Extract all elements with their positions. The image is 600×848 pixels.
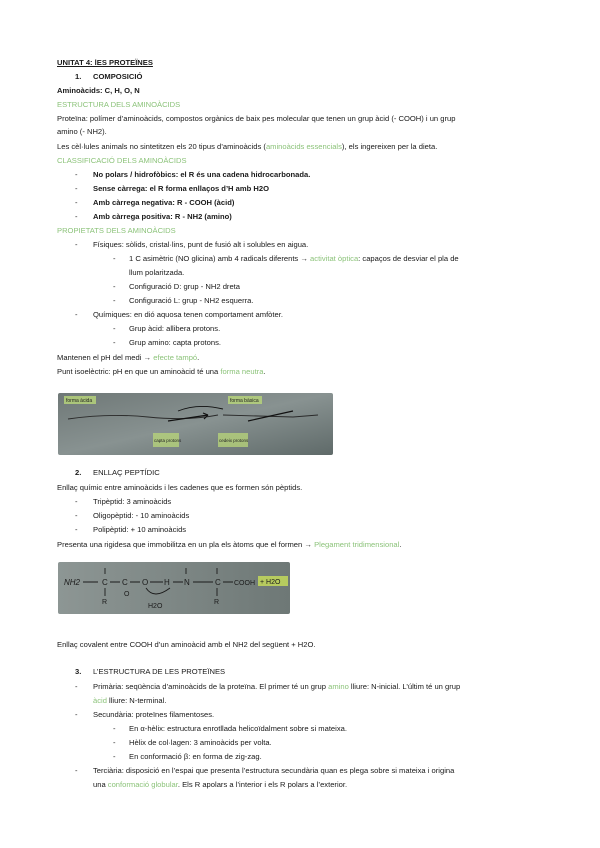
bullet: - [113,752,116,761]
fisiques-sub2: Configuració D: grup - NH2 dreta [129,282,241,291]
photo2-nh2: NH2 [64,578,81,587]
secundaria-line: Secundària: proteïnes filamentoses. [93,710,215,719]
quimiques-sub1: Grup àcid: allibera protons. [129,324,221,333]
bullet: - [75,212,78,221]
svg-text:O: O [124,591,130,598]
bullet: - [75,170,78,179]
svg-text:N: N [184,578,190,587]
fisiques-sub3: Configuració L: grup - NH2 esquerra. [129,296,254,305]
activitat-optica-highlight: activitat òptica [310,254,359,263]
globular-highlight: conformació globular [107,780,178,789]
amino-highlight: amino [328,682,349,691]
bullet: - [75,497,78,506]
bullet: - [113,296,116,305]
cellules-line [57,142,437,152]
section1-heading: COMPOSICIÓ [93,72,143,81]
section3-heading: L’ESTRUCTURA DE LES PROTEÏNES [93,667,226,676]
terciaria-b: una [93,780,108,789]
bullet: - [75,710,78,719]
propietats-subheading: PROPIETATS DELS AMINOÀCIDS [57,226,176,235]
proteina-definition-line1: Proteïna: polímer d’aminoàcids, compostos orgànics de baix pes molecular que tenen un grup àcid (- COOH) i un grup [57,114,456,123]
punt-a: Punt isoelèctric: pH en que un aminoàcid té una [57,367,221,376]
section2-heading: ENLLAÇ PEPTÍDIC [93,468,160,477]
primaria-line1 [93,682,460,692]
bullet: - [113,254,116,263]
peptide-diagram-svg [58,562,290,614]
rigidesa-a: Presenta una rigidesa que immobilitza en un pla els àtoms que el formen → [57,540,315,549]
photo1-label1: forma àcida [66,398,93,404]
peptid-item-2: Oligopèptid: - 10 aminoàcids [93,511,190,520]
rigidesa-line [57,540,401,550]
bullet: - [75,198,78,207]
photo2-h2o-right: + H2O [260,579,281,586]
photo1-label2: forma bàsica [230,398,259,404]
section3-number: 3. [75,667,82,676]
bullet: - [75,766,78,775]
svg-text:C: C [122,578,128,587]
terciaria-line1: Terciària: disposició en l’espai que presenta l’estructura secundària quan es plega sobre si mateixa i origina [93,766,455,775]
bullet: - [75,240,78,249]
primaria-b: lliure: N-inicial. L’últim té un grup [348,682,461,691]
rigidesa-b: . [399,540,402,549]
quimiques-line: Químiques: en dió aquosa tenen comportament amfòter. [93,310,283,319]
fisiques-sub1-b: : capaços de desviar el pla de [358,254,459,263]
section1-number: 1. [75,72,82,81]
efecte-tampo-highlight: efecte tampó [153,353,198,362]
estructura-subheading: ESTRUCTURA DELS AMINOÀCIDS [57,100,181,109]
aminoacids-composition: Aminoàcids: C, H, O, N [57,86,140,95]
photo2-cooh: COOH [234,580,255,587]
handwritten-peptide-bond-diagram [58,562,290,614]
plegament-highlight: Plegament tridimensional [314,540,400,549]
forma-neutra-highlight: forma neutra [220,367,264,376]
bullet: - [75,310,78,319]
terciaria-line2 [93,780,347,790]
svg-text:O: O [142,578,149,587]
sec-item-3: En conformació β: en forma de zig-zag. [129,752,262,761]
svg-text:C: C [102,578,108,587]
punt-b: . [263,367,266,376]
mantenen-line [57,353,199,363]
unit-title: UNITAT 4: lES PROTEÏNES [57,58,153,67]
photo1-label3: capta protons [154,438,182,443]
svg-text:R: R [214,599,220,606]
cellules-text-b: ), els ingereixen per la dieta. [341,142,438,151]
essencials-highlight: aminoàcids essencials [265,142,342,151]
bullet: - [113,724,116,733]
cellules-text-a: Les cèl·lules animals no sintetitzen els 20 tipus d’aminoàcids ( [57,142,266,151]
enllac-intro: Enllaç químic entre aminoàcids i les cadenes que es formen són pèptids. [57,483,303,492]
sec-item-1: En α-hèlix: estructura enrotllada helicoïdalment sobre si mateixa. [129,724,347,733]
fisiques-sub1-a: 1 C asimètric (NO glicina) amb 4 radicals diferents → [129,254,311,263]
peptid-item-1: Tripèptid: 3 aminoàcids [93,497,172,506]
bullet: - [113,738,116,747]
primaria-a: Primària: seqüència d’aminoàcids de la proteïna. El primer té un grup [93,682,329,691]
svg-text:C: C [215,578,221,587]
section2-number: 2. [75,468,82,477]
bullet: - [75,511,78,520]
svg-text:H: H [164,578,170,587]
bullet: - [75,184,78,193]
handwritten-amphoteric-diagram [58,393,333,455]
classificacio-subheading: CLASSIFICACIÓ DELS AMINOÀCIDS [57,156,187,165]
mantenen-a: Mantenen el pH del medi → [57,353,154,362]
class-item-1: No polars / hidrofòbics: el R és una cadena hidrocarbonada. [93,170,311,179]
svg-text:R: R [102,599,108,606]
sec-item-2: Hèlix de col·lagen: 3 aminoàcids per volta. [129,738,272,747]
amphoteric-diagram-svg [58,393,333,455]
photo1-label4: cedeix protons [219,438,249,443]
terciaria-c: . Els R apolars a l’interior i els R polars a l’exterior. [177,780,348,789]
acid-highlight: àcid [93,696,107,705]
fisiques-sub1-cont: llum polaritzada. [129,268,185,277]
primaria-c: lliure: N-terminal. [106,696,167,705]
fisiques-line: Físiques: sòlids, cristal·lins, punt de fusió alt i solubles en aigua. [93,240,309,249]
punt-isoelectric-line [57,367,266,377]
mantenen-b: . [197,353,200,362]
enllac-covalent-line: Enllaç covalent entre COOH d’un aminoàcid amb el NH2 del següent + H2O. [57,640,316,649]
primaria-line2 [93,696,166,706]
fisiques-sub1 [129,254,459,264]
bullet: - [113,324,116,333]
bullet: - [75,525,78,534]
bullet: - [113,338,116,347]
peptid-item-3: Polipèptid: + 10 aminoàcids [93,525,187,534]
class-item-2: Sense càrrega: el R forma enllaços d’H amb H2O [93,184,269,193]
class-item-4: Amb càrrega positiva: R - NH2 (amino) [93,212,232,221]
bullet: - [113,282,116,291]
class-item-3: Amb càrrega negativa: R - COOH (àcid) [93,198,235,207]
proteina-definition-line2: amino (- NH2). [57,127,107,136]
photo2-h2o-mid: H2O [148,603,163,610]
quimiques-sub2: Grup amino: capta protons. [129,338,222,347]
bullet: - [75,682,78,691]
